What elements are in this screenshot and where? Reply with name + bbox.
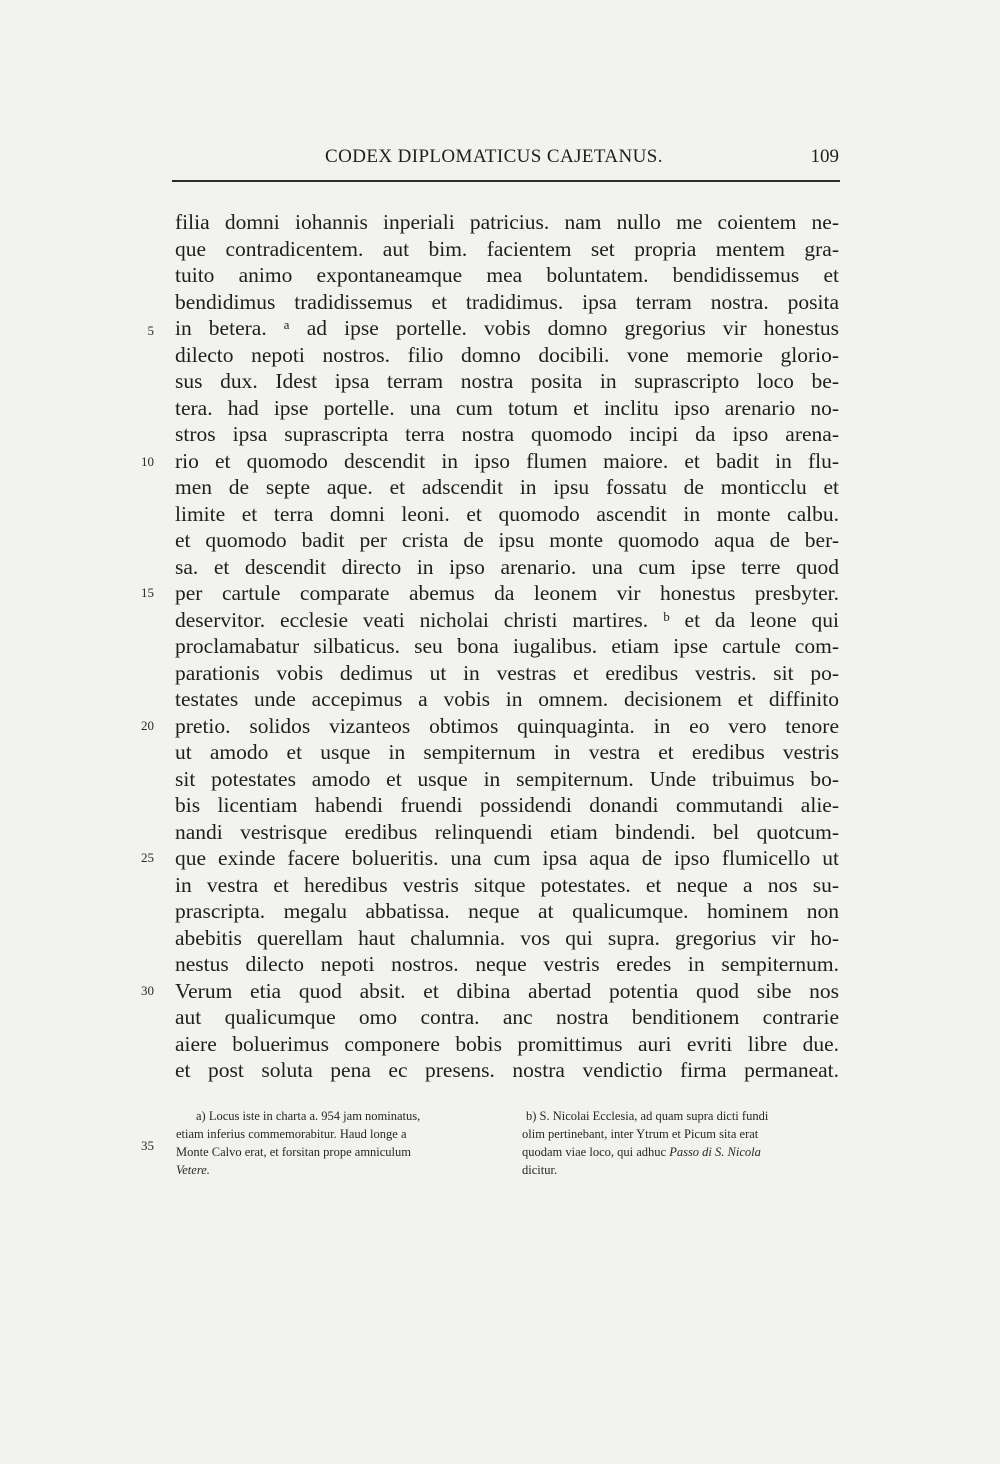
text-line: pretio. solidos vizanteos obtimos quinquaginta. in eo vero tenore — [175, 713, 839, 738]
text-line: ut amodo et usque in sempiternum in vestra et eredibus vestris — [175, 740, 839, 764]
footnote-line: Vetere. — [176, 1163, 210, 1177]
text-line: nestus dilecto nepoti nostros. neque vestris eredes in sempiternum. — [175, 952, 839, 976]
footnote-line — [522, 1143, 844, 1161]
charter-text — [175, 209, 839, 1084]
text-line: Verum etia quod absit. et dibina abertad potentia quod sibe nos — [175, 978, 839, 1003]
line-number: 15 — [141, 585, 154, 600]
text-line: nandi vestrisque eredibus relinquendi etiam bindendi. bel quotcum- — [175, 819, 839, 844]
text-line: men de septe aque. et adscendit in ipsu fossatu de monticclu et — [175, 475, 839, 499]
text-line: bendidimus tradidissemus et tradidimus. ipsa terram nostra. posita — [175, 289, 839, 314]
text-line: sus dux. Idest ipsa terram nostra posita in suprascripto loco be- — [175, 369, 839, 393]
text-line: abebitis querellam haut chalumnia. vos qui supra. gregorius vir ho- — [175, 925, 839, 950]
text-line: stros ipsa suprascripta terra nostra quomodo incipi da ipso arena- — [175, 422, 839, 446]
footnote-a — [176, 1107, 506, 1179]
text-line: aut qualicumque omo contra. anc nostra benditionem contrarie — [175, 1005, 839, 1029]
footnote-line: olim pertinebant, inter Ytrum et Picum sita erat — [522, 1127, 759, 1141]
place-name: Passo di S. Nicola — [669, 1145, 761, 1159]
running-title: CODEX DIPLOMATICUS CAJETANUS. — [325, 146, 663, 167]
text-line: in betera. ᵃ ad ipse portelle. vobis domno gregorius vir honestus — [175, 316, 839, 340]
text-line: parationis vobis dedimus ut in vestras et eredibus vestris. sit po- — [175, 660, 839, 685]
text-line: tuito animo expontaneamque mea boluntatem. bendidissemus et — [175, 263, 839, 287]
line-number: 25 — [141, 850, 154, 865]
text-line: testates unde accepimus a vobis in omnem. decisionem et diffinito — [175, 687, 839, 711]
text-line: limite et terra domni leoni. et quomodo ascendit in monte calbu. — [175, 501, 839, 526]
line-number: 10 — [141, 454, 154, 469]
text-line: proclamabatur silbaticus. seu bona iugalibus. etiam ipse cartule com- — [175, 634, 839, 658]
header-rule — [172, 180, 840, 182]
text-line: que exinde facere bolueritis. una cum ipsa aqua de ipso flumicello ut — [175, 846, 839, 870]
footnote-line: Monte Calvo erat, et forsitan prope amniculum — [176, 1145, 412, 1159]
text-line: sit potestates amodo et usque in sempiternum. Unde tribuimus bo- — [175, 766, 839, 791]
text-line: bis licentiam habendi fruendi possidendi donandi commutandi alie- — [175, 793, 839, 817]
line-number: 20 — [141, 718, 154, 733]
line-number: 5 — [147, 323, 154, 338]
line-number: 30 — [141, 983, 154, 998]
text-line: prascripta. megalu abbatissa. neque at qualicumque. hominem non — [175, 899, 839, 923]
footnote-line: dicitur. — [522, 1163, 558, 1177]
text-line: aiere boluerimus componere bobis promittimus auri evriti libre due. — [175, 1031, 839, 1056]
text-line: dilecto nepoti nostros. filio domno docibili. vone memorie glorio- — [175, 342, 839, 367]
text-line: que contradicentem. aut bim. facientem set propria mentem gra- — [175, 236, 839, 261]
text-line: et quomodo badit per crista de ipsu monte quomodo aqua de ber- — [175, 528, 839, 552]
text-line: in vestra et heredibus vestris sitque potestates. et neque a nos su- — [175, 872, 839, 897]
text-line: per cartule comparate abemus da leonem vir honestus presbyter. — [175, 581, 839, 605]
footnote-line: b) S. Nicolai Ecclesia, ad quam supra dicti fundi — [526, 1109, 769, 1123]
text-line: tera. had ipse portelle. una cum totum et inclitu ipso arenario no- — [175, 395, 839, 420]
text-line: sa. et descendit directo in ipso arenario. una cum ipse terre quod — [175, 554, 839, 579]
text-line: deservitor. ecclesie veati nicholai christi martires. ᵇ et da leone qui — [175, 607, 839, 632]
text-line: et post soluta pena ec presens. nostra vendictio firma permaneat. — [175, 1058, 839, 1082]
page-header — [175, 146, 839, 174]
text-line: rio et quomodo descendit in ipso flumen maiore. et badit in flu- — [175, 448, 839, 473]
footnote-line: a) Locus iste in charta a. 954 jam nominatus, — [196, 1109, 421, 1123]
footnote-text: quodam viae loco, qui adhuc — [522, 1145, 670, 1159]
footnote-b — [522, 1107, 844, 1179]
footnote-line: etiam inferius commemorabitur. Haud longe a — [176, 1127, 407, 1141]
text-line: filia domni iohannis inperiali patricius. nam nullo me coientem ne- — [175, 210, 839, 234]
line-number: 35 — [141, 1138, 154, 1153]
page-number: 109 — [810, 146, 839, 167]
